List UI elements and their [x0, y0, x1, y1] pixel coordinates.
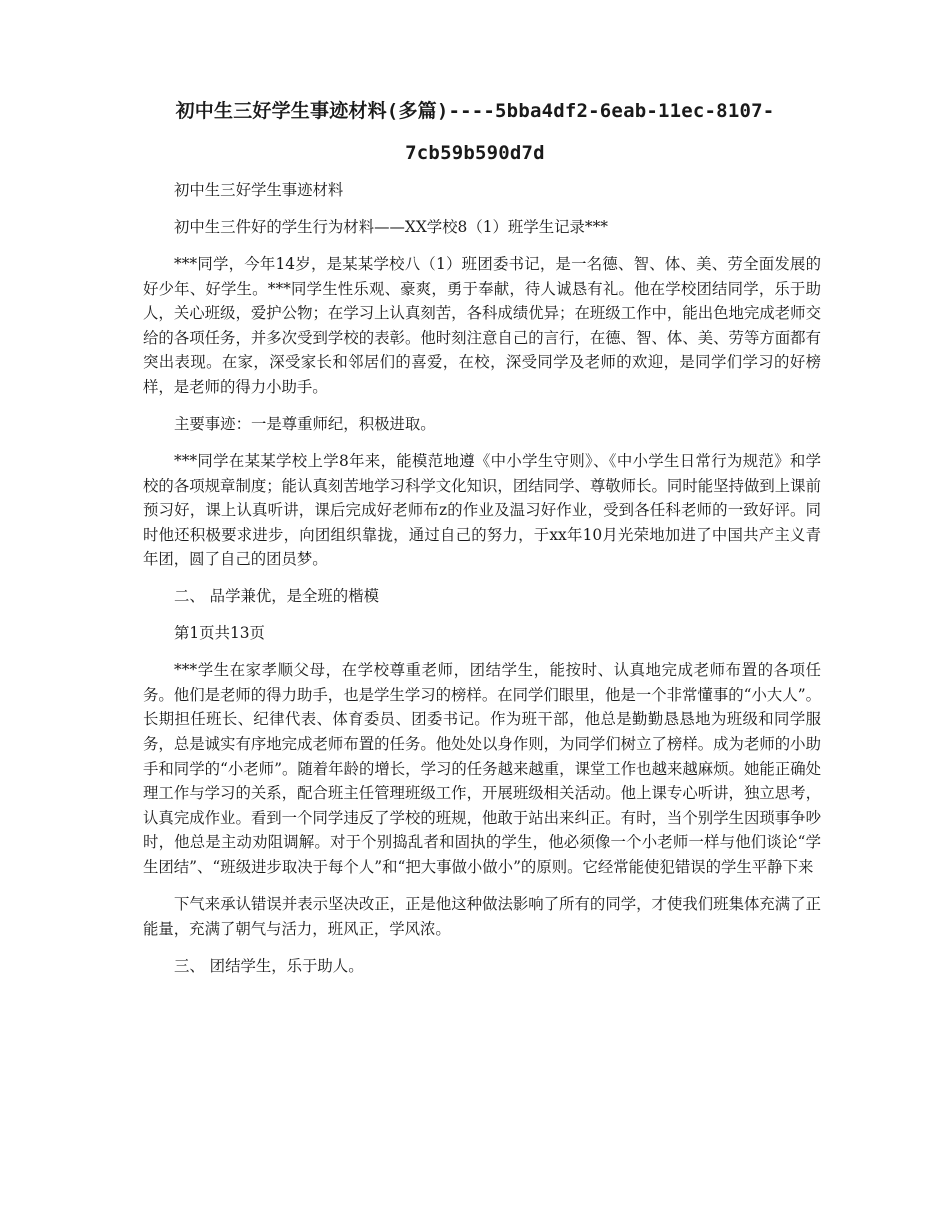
section-heading-1: 主要事迹：一是尊重师纪，积极进取。 — [174, 414, 436, 433]
section-2-paragraph: ***学生在家孝顺父母，在学校尊重老师，团结学生，能按时、认真地完成老师布置的各项任务。他们是老师的得力助手，也是学生学习的榜样。在同学们眼里，他是一个非常懂事的“小大人”。长期担任班长、纪律代表、体育委员、团委书记。作为班干部，他总是勤勤恳恳地为班级和同学服务，总是诚实有序地完成老师布置的任务。他处处以身作则，为同学们树立了榜样。成为老师的小助手和同学的“小老师”。随着年龄的增长，学习的任务越来越重，课堂工作也越来越麻烦。她能正确处理工作与学习的关系，配合班主任管理班级工作，开展班级相关活动。他上课专心听讲，独立思考，认真完成作业。看到一个同学违反了学校的班规，他敢于站出来纠正。有时，当个别学生因琐事争吵时，他总是主动劝阻调解。对于个别捣乱者和固执的学生，他必须像一个小老师一样与他们谈论“学生团结”、“班级进步取决于每个人”和“把大事做小做小”的原则。它经常能使犯错误的学生平静下来 — [143, 661, 821, 876]
section-1-paragraph: ***同学在某某学校上学8年来，能模范地遵《中小学生守则》、《中小学生日常行为规范》和学校的各项规章制度；能认真刻苦地学习科学文化知识，团结同学、尊敬师长。同时能坚持做到上课前预习好，课上认真听讲，课后完成好老师布z的作业及温习好作业，受到各任科老师的一致好评。同时他还积极要求进步，向团组织靠拢，通过自己的努力，于xx年10月光荣地加进了中国共产主义青年团，圆了自己的团员梦。 — [143, 451, 821, 569]
section-heading-3: 三、 团结学生，乐于助人。 — [174, 956, 364, 975]
heading-paragraph: 初中生三件好的学生行为材料——XX学校8（1）班学生记录*** — [174, 217, 608, 236]
subtitle-paragraph: 初中生三好学生事迹材料 — [174, 181, 344, 199]
intro-paragraph: ***同学，今年14岁，是某某学校八（1）班团委书记，是一名德、智、体、美、劳全面发展的好少年、好学生。***同学生性乐观、豪爽，勇于奉献，待人诚恳有礼。他在学校团结同学，乐于助人，关心班级，爱护公物；在学习上认真刻苦，各科成绩优异；在班级工作中，能出色地完成老师交给的各项任务，并多次受到学校的表彰。他时刻注意自己的言行，在德、智、体、美、劳等方面都有突出表现。在家，深受家长和邻居们的喜爱，在校，深受同学及老师的欢迎，是同学们学习的好榜样，是老师的得力小助手。 — [143, 254, 821, 396]
section-2-continuation: 下气来承认错误并表示坚决改正，正是他这种做法影响了所有的同学，才使我们班集体充满了正能量，充满了朝气与活力，班风正，学风浓。 — [143, 894, 821, 938]
page-number: 第1页共13页 — [174, 624, 265, 643]
document-title: 初中生三好学生事迹材料(多篇)----5bba4df2-6eab-11ec-8107-7cb59b590d7d — [175, 100, 775, 164]
document-body — [143, 178, 821, 991]
section-heading-2: 二、 品学兼优，是全班的楷模 — [174, 587, 379, 606]
